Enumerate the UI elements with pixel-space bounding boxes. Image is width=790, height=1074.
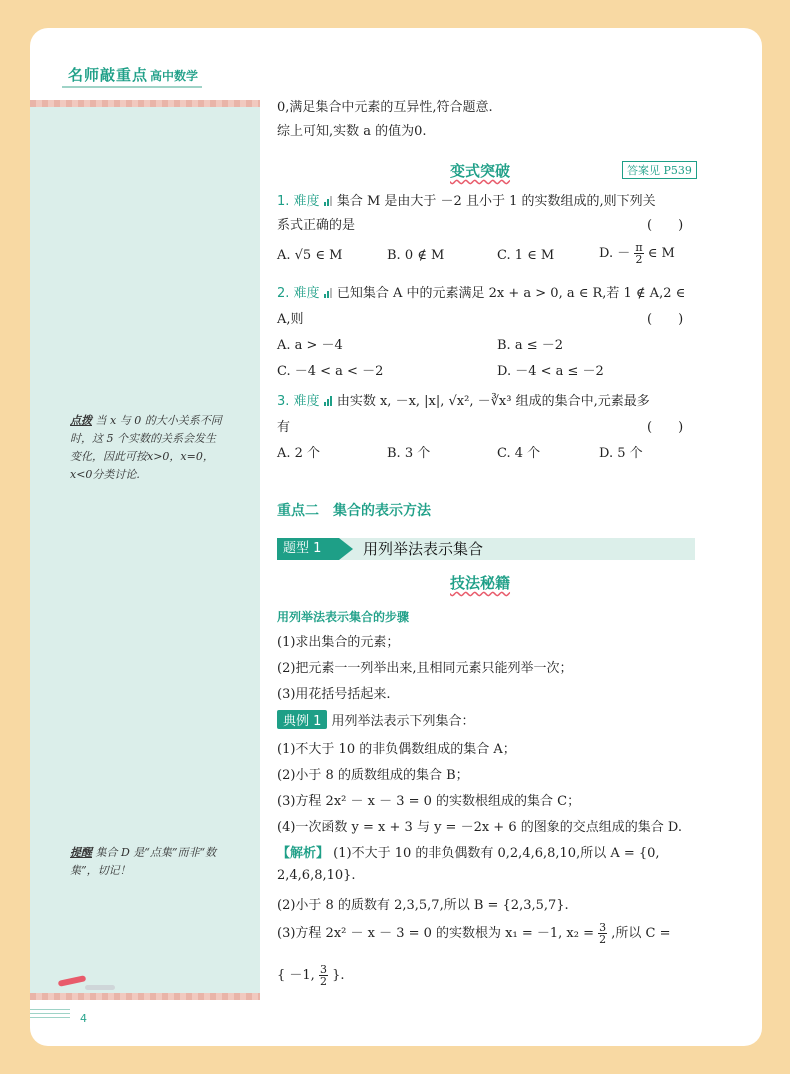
q2-option-c: C. －4 < a < －2 [277,364,384,379]
q1-text: 集合 M 是由大于 －2 且小于 1 的实数组成的,则下列关 [336,194,656,209]
page [30,28,762,1046]
q3-line-1 [277,390,650,410]
tips-step-2: (2)把元素一一列举出来,且相同元素只能列举一次； [277,661,573,676]
fraction-numerator: 3 [599,921,607,934]
x2-fraction [598,922,607,945]
set-c-open: { －1, [277,968,315,983]
example-item-3: (3)方程 2x² － x － 3 = 0 的实数根组成的集合 C； [277,794,581,809]
solution-label: 【解析】 [277,846,330,861]
note-tag: 提醒 [70,846,92,859]
q2-number: 2. [277,286,290,301]
solution-line-1 [277,842,660,861]
tips-step-1: (1)求出集合的元素； [277,635,400,650]
q2-line-2: A,则 [277,312,304,327]
q2-option-a: A. a > －4 [277,338,343,353]
fraction-denominator: 2 [635,253,643,266]
header [68,64,198,85]
set-c-fraction [319,964,328,987]
q3-option-a: A. 2 个 [277,446,321,461]
sidebar-top-strip [30,100,260,107]
q2-paren: ( ) [647,312,684,327]
intro-line-1: 0,满足集合中元素的互异性,符合题意. [277,100,493,115]
difficulty-bars-icon [324,195,333,210]
difficulty-label: 难度 [293,286,320,301]
header-underline [62,86,202,88]
key-point-2-title: 重点二 集合的表示方法 [277,503,431,519]
example-item-1: (1)不大于 10 的非负偶数组成的集合 A； [277,742,516,757]
fraction-numerator: 3 [319,963,327,976]
intro-line-2: 综上可知,实数 a 的值为0. [277,124,427,139]
variant-title: 变式突破 [450,162,511,180]
eraser-icon [85,985,115,990]
q1-d-prefix: D. － [599,246,631,261]
example-label: 典例 1 [277,710,327,729]
q1-option-d [599,242,675,265]
answer-ref-box: 答案见 P539 [622,161,697,179]
difficulty-label: 难度 [293,394,320,409]
solution-text-1: (1)不大于 10 的非负偶数有 0,2,4,6,8,10,所以 A = {0, [333,846,660,861]
difficulty-bars-icon [324,287,333,302]
q2-option-b: B. a ≤ －2 [497,338,563,353]
wave-decoration [30,1008,70,1018]
q3-option-c: C. 4 个 [497,446,541,461]
q3-number: 3. [277,394,290,409]
example-prompt-line [277,710,475,729]
solution-line-5 [277,964,345,987]
subject-label: 高中数学 [150,69,199,83]
note-text: 集合 D 是“点集”而非“数集”，切记！ [70,846,217,877]
q1-paren: ( ) [647,218,684,233]
arrow-icon [339,538,353,560]
q2-line-1 [277,282,685,302]
brand-title: 名师敲重点 [68,66,149,84]
type-label: 题型 1 [277,538,339,560]
fraction-denominator: 2 [599,933,607,946]
sidebar-bottom-strip [30,993,260,1000]
tips-heading: 用列举法表示集合的步骤 [277,610,410,624]
solution-line-3: (2)小于 8 的质数有 2,3,5,7,所以 B = {2,3,5,7}. [277,898,569,913]
type-title: 用列举法表示集合 [363,540,484,558]
example-prompt: 用列举法表示下列集合： [331,714,475,729]
difficulty-bars-icon [324,395,333,410]
fraction-numerator: π [635,241,643,254]
difficulty-label: 难度 [293,194,320,209]
q3-option-d: D. 5 个 [599,446,643,461]
q1-d-fraction [634,242,643,265]
q3-line-2: 有 [277,420,291,435]
q1-line-2: 系式正确的是 [277,218,356,233]
solution-line-2: 2,4,6,8,10}. [277,868,356,883]
solution-text-4: (3)方程 2x² － x － 3 = 0 的实数根为 x₁ = －1, x₂ = [277,926,594,941]
example-item-2: (2)小于 8 的质数组成的集合 B； [277,768,469,783]
solution-text-4b: ,所以 C = [611,926,671,941]
q3-text: 由实数 x, －x, |x|, √x², －∛x³ 组成的集合中,元素最多 [336,394,650,409]
fraction-denominator: 2 [319,975,327,988]
example-item-4: (4)一次函数 y = x + 3 与 y = －2x + 6 的图象的交点组成的集合 D. [277,820,682,835]
tips-step-3: (3)用花括号括起来. [277,687,391,702]
q2-option-d: D. －4 < a ≤ －2 [497,364,604,379]
q2-text: 已知集合 A 中的元素满足 2x + a > 0, a ∈ R,若 1 ∉ A,2 ∈ [336,286,686,301]
sidebar-note-tip [70,412,225,484]
q1-option-a: A. √5 ∈ M [277,248,343,263]
set-c-close: }. [332,968,345,983]
sidebar [30,100,260,1000]
q3-option-b: B. 3 个 [387,446,431,461]
q1-option-c: C. 1 ∈ M [497,248,555,263]
sidebar-note-reminder [70,844,225,880]
tips-title: 技法秘籍 [450,574,511,592]
q1-line-1 [277,190,656,210]
q3-paren: ( ) [647,420,684,435]
note-text: 当 x 与 0 的大小关系不同时，这 5 个实数的关系会发生变化，因此可按x>0，x=0，x<0分类讨论. [70,414,222,481]
page-number: 4 [80,1012,87,1025]
q1-option-b: B. 0 ∉ M [387,248,445,263]
note-tag: 点拨 [70,414,92,427]
q1-d-suffix: ∈ M [647,246,675,261]
solution-line-4 [277,922,671,945]
question-type-band [277,538,695,560]
q1-number: 1. [277,194,290,209]
